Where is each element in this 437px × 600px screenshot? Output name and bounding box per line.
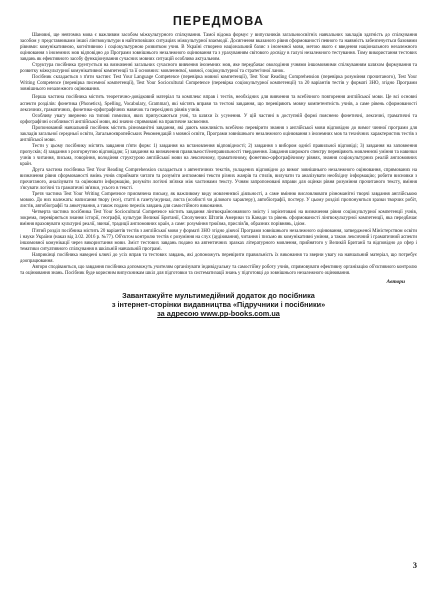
paragraph: Особливу увагу звернено на типові помилки, яких припускаються учні, та шляхи їх усунення. У цій частині в доступній формі пояснено фонетичні, лексичні, граматичні та орфографічні особливості англійської мови, які значно спрямовані на практичне засвоєння.: [20, 113, 417, 125]
paragraph: Тести у цьому посібнику містять завдання п'яти форм: 1) завдання на встановлення відповідності; 2) завдання з вибором однієї правильної відповіді; 3) завдання на заповнення пропусків; 4) завдання з розгорнутою відповіддю; 5) завдання на визначення правильності/неправильності твердження. Завдання широкого спектру перевіряють мовленнєві уміння та навички учнів з читання, письма, говоріння, володіння структурою англійської мови на лексичному, граматичному, фонетико-орфографічному рівнях, знання соціокультурних реалій англомовних країн.: [20, 143, 417, 167]
preface-body: [20, 33, 417, 277]
paragraph: Третя частина Test Your Writing Competence присвячена письму, як важливому виду мовленнєвої діяльності, а саме вмінню висловлювати різноманітні творчі завдання англійською мовою. До них належать: написання твору (есе), статті в газету/журнал, листа (особисті чи ділового характеру), автобіографії, постеру. У цьому розділі пропонуються зразки творчих робіт, листів, автобіографії та анкетування, а також подано перелік завдань для самостійного виконання.: [20, 192, 417, 210]
paragraph: Автори сподіваються, що завдання посібника допоможуть учителям організувати індивідуальну та самостійну роботу учнів, спрямовувати ефективну організацію об'єктивного контролю та оцінювання знань. Посібник буде корисним випускникам шкіл для підготовки та систематизації знань у підготовці до зовнішнього незалежного оцінювання.: [20, 264, 417, 276]
paragraph: П'ятий розділ посібника містить 20 варіантів тестів з англійської мови у форматі ЗНО згідно діючої Програми зовнішнього незалежного оцінювання, затвердженої Міністерством освіти і науки України (наказ від 3.02. 2016 р. №77). Об'єктом контролю тестів є розуміння на слух (аудіювання), читання і письмо як комунікативні уміння, а також лексичний і граматичний аспекти іншомовної комунікації через використання мови. Зміст тестових завдань подано на автентичних зразках літературного мовлення, прийнятого у Великій Британії та відповідно до сфер і тематики ситуативного спілкування в шкільній навчальній програмі.: [20, 228, 417, 252]
paragraph: Друга частина посібника Test Your Reading Comprehension складається з автентичних текстів, укладених відповідно до вимог зовнішнього незалежного оцінювання, спрямованих на визначення рівня сформованості вмінь учнів сприймати читати та розуміти англомовні тексти різних жанрів та стилів, вилучати та аналізувати необхідну інформацію; робити висновки з прочитаного, аналізувати та оцінювати інформацію, розуміти логічні зв'язки між частинами тексту. Учням запропоновані вправи для оцінки рівня розуміння прочитаного тексту, вміння з'ясувати логічні та граматичні зв'язки, усього в тексті.: [20, 168, 417, 192]
paragraph: Наприкінці посібника наведені ключі до усіх вправ та тестових завдань, які допоможуть перевірити правильність їх виконання та зверни увагу на навчальний матеріал, що потребує доопрацювання.: [20, 252, 417, 264]
paragraph: Пропонований навчальний посібник містить різноманітні завдання, які дають можливість всебічно перевірити знання з англійської мови відповідно до вимог чинної програми для закладів загальної середньої освіти, Загальноєвропейських Рекомендацій з мовної освіти, Програми зовнішнього незалежного оцінювання з іноземних мов та технічних характеристик тестів з англійської мови.: [20, 125, 417, 143]
paragraph: Посібник складається з п'яти частин: Test Your Language Competence (перевірка мовної компетенції), Test Your Reading Comprehension (перевірка розуміння прочитаного), Test Your Writing Competence (перевірка писемної компетенції), Test Your Sociocultural Competence (перевірка соціокультурної компетенції) та 20 варіантів тестів у форматі ЗНО, згідно Програми зовнішнього незалежного оцінювання.: [20, 75, 417, 93]
paragraph: Четверта частина посібника Test Your Sociocultural Competence містить завдання лінгвокраїнознавчого змісту і зорієнтовані на визначення рівня соціокультурної компетенції учнів, зокрема, перевіряється знання історії, географії, культури Великої Британії, Сполучених Штатів Америки та Канади та рівень сформованості лінгвокультурної компетенції, яка передбачає вміння враховувати культурні реалії, звичаї, традиції англомовних країн, а саме: розуміння трюїзма, прислів'їв, образних порівнянь, ідіом.: [20, 210, 417, 228]
signature: Автори: [386, 278, 405, 285]
page-title: ПЕРЕДМОВА: [172, 14, 265, 28]
paragraph: Структура посібника ґрунтується на визначенні загальних сучасного вивчення іноземних мов, яке передбачає оволодіння учнями іншомовними спілкуванням шляхом формування та розвитку міжкультурної комунікативної компетенції та її основних: мовленнєвої, мовної, соціокультурної та стратегічної ланок.: [20, 63, 417, 75]
promo-url[interactable]: за адресою www.pp-books.com.ua: [157, 309, 280, 319]
promo-line: з інтернет-сторінки видавництва «Підручники і посібники»: [111, 300, 326, 310]
paragraph: Шановні, ще невтомна мова є важливим засобом міжкультурного спілкування. Тамої відома формує у випускників загальноосвітніх навчальних закладів здатність до спілкування засобом у представниками іншої лінгвокультури в найтиповіших ситуаціях міжкультурної взаємодії. Досягнення вказаного рівня сформованості певного та наявність забезпечується базовими рівнями: комунікативною, когнітивною і соціокультурною розвитком учня. В Україні створено національний базис з іноземної мови, метою якого є введення національного незалежного оцінювання з іноземних мов відповідно до Програми зовнішнього незалежного оцінювання та з урахуванням світового досвіду в галузі незалежного тестування. Тому використання тестових завдань як ефективного засобу функціонування сучасних мовних ситуацій особливо актуальним.: [20, 33, 417, 63]
promo-line: Завантажуйте мультимедійний додаток до посібника: [122, 290, 315, 300]
multimedia-promo: [20, 291, 417, 319]
page-number: 3: [412, 560, 417, 570]
paragraph: Перша частина посібника містить теоретично-довідковий матеріал та комплекс вправ і тестів, необхідних для вивчення та всебічного повторення англійської мови. Це всі основні аспекти розділів: фонетика (Phonetics), Spelling, Vocabulary, Grammar), які містять вправи та тестові завдання, що перевіряють мовну компетентність учнів, а саме рівень сформованості лексичних, граматичних, фонетико-орфографічних навичок та перехідних рівнів учнів.: [20, 95, 417, 113]
